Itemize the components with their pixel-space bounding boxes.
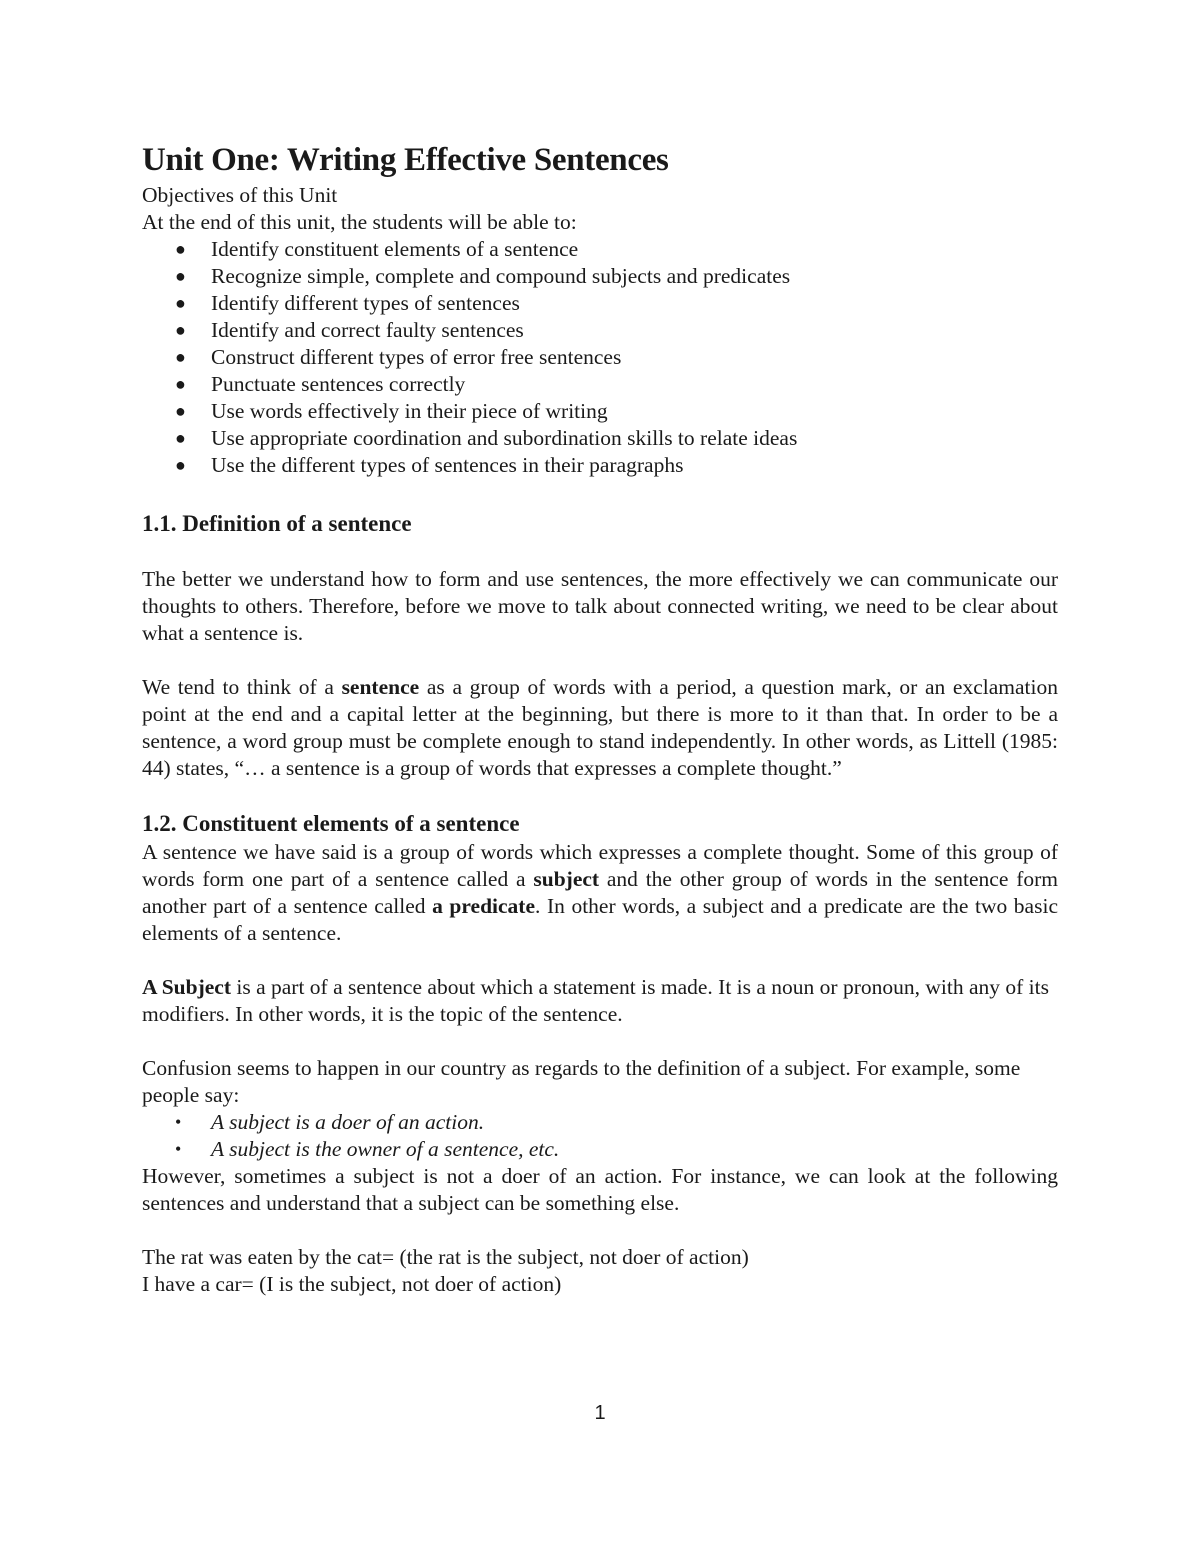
objectives-heading: Objectives of this Unit	[142, 183, 338, 207]
list-item: ● Recognize simple, complete and compound subjects and predicates	[175, 264, 791, 288]
bullet-icon: ●	[175, 239, 186, 259]
bullet-icon: ●	[175, 374, 186, 394]
list-item: ● Punctuate sentences correctly	[175, 372, 466, 396]
unit-title: Unit One: Writing Effective Sentences	[142, 142, 669, 178]
bullet-icon: ●	[175, 428, 186, 448]
list-item: ● Identify and correct faulty sentences	[175, 318, 524, 342]
bullet-icon: ●	[175, 266, 186, 286]
bullet-icon: ●	[175, 401, 186, 421]
list-item: ● Identify constituent elements of a sentence	[175, 237, 579, 261]
examples-list	[142, 1109, 1058, 1163]
definition-paragraph-1: The better we understand how to form and use sentences, the more effectively we can communicate our thoughts to others. Therefore, before we move to talk about connected writing, we need to be clear about what a sentence is.	[142, 567, 1058, 645]
section-heading-definition: 1.1. Definition of a sentence	[142, 511, 412, 536]
list-item: • A subject is a doer of an action.	[175, 1110, 485, 1134]
objectives-intro: At the end of this unit, the students will be able to:	[142, 210, 577, 234]
page-content	[142, 140, 1058, 1298]
bullet-icon: •	[175, 1139, 182, 1159]
definition-paragraph-2: We tend to think of a sentence as a group of words with a period, a question mark, or an exclamation point at the end and a capital letter at the beginning, but there is more to it than that. In order to be a sentence, a word group must be complete enough to stand independently. In other words, as Littell (1985: 44) states, “… a sentence is a group of words that expresses a complete thought.”	[142, 675, 1058, 780]
bold-term-sentence: sentence	[341, 675, 420, 699]
list-item: ● Identify different types of sentences	[175, 291, 520, 315]
subject-definition-paragraph: A Subject is a part of a sentence about which a statement is made. It is a noun or pronoun, with any of its modifiers. In other words, it is the topic of the sentence.	[142, 975, 1049, 1026]
bold-term-subject: subject	[533, 867, 600, 891]
list-item: ● Use appropriate coordination and subordination skills to relate ideas	[175, 426, 798, 450]
list-item: • A subject is the owner of a sentence, etc.	[175, 1137, 560, 1161]
objectives-list	[142, 236, 1058, 479]
example-sentence-1: The rat was eaten by the cat= (the rat is the subject, not doer of action)	[142, 1245, 749, 1269]
however-paragraph: However, sometimes a subject is not a doer of an action. For instance, we can look at the following sentences and understand that a subject can be something else.	[142, 1164, 1058, 1215]
example-sentence-2: I have a car= (I is the subject, not doer of action)	[142, 1272, 562, 1296]
constituents-paragraph-1: A sentence we have said is a group of words which expresses a complete thought. Some of this group of words form one part of a sentence called a subject and the other group of words in the sentence form another part of a sentence called a predicate. In other words, a subject and a predicate are the two basic elements of a sentence.	[142, 840, 1058, 945]
bullet-icon: ●	[175, 347, 186, 367]
bold-term-a-subject: A Subject	[142, 975, 231, 999]
bullet-icon: ●	[175, 455, 186, 475]
section-heading-constituents: 1.2. Constituent elements of a sentence	[142, 811, 520, 836]
confusion-paragraph: Confusion seems to happen in our country as regards to the definition of a subject. For example, some people say:	[142, 1056, 1021, 1107]
list-item: ● Use the different types of sentences in their paragraphs	[175, 453, 684, 477]
bullet-icon: •	[175, 1112, 182, 1132]
bullet-icon: ●	[175, 320, 186, 340]
bold-term-predicate: a predicate	[432, 894, 536, 918]
bullet-icon: ●	[175, 293, 186, 313]
page-number: 1	[594, 1402, 606, 1424]
list-item: ● Construct different types of error free sentences	[175, 345, 622, 369]
list-item: ● Use words effectively in their piece of writing	[175, 399, 608, 423]
